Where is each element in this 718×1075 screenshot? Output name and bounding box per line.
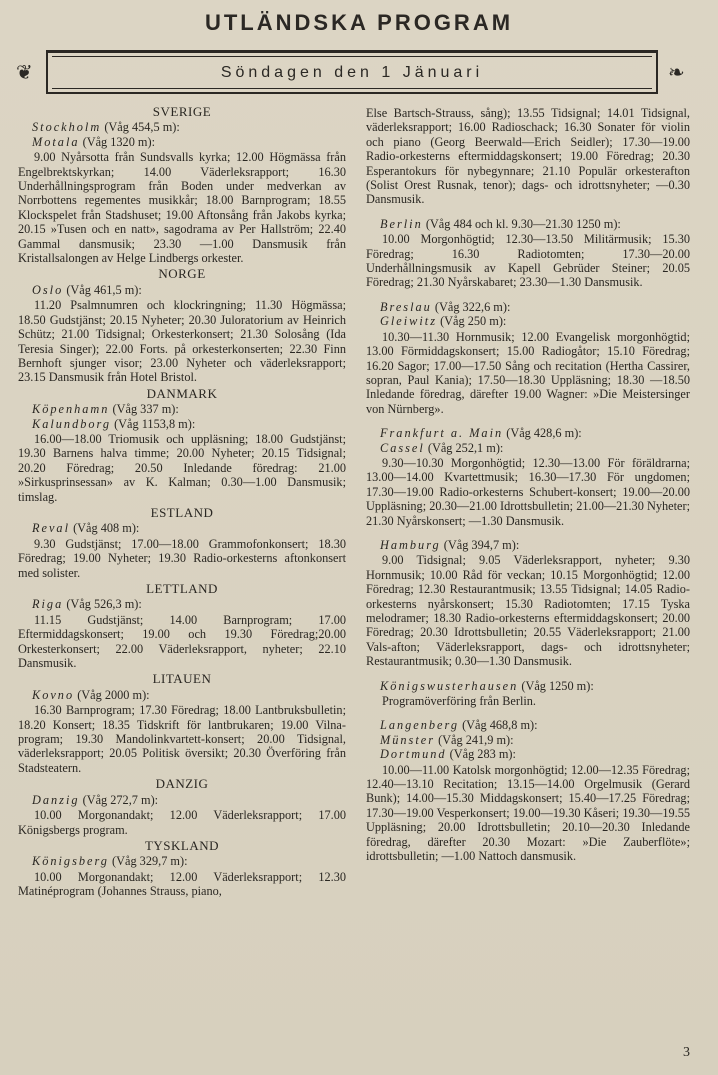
station-name: Stockholm	[32, 120, 102, 135]
station-wave: (Våg 322,6 m):	[434, 299, 511, 314]
station-name: Dortmund	[380, 747, 447, 762]
program-text: 9.30—10.30 Morgonhögtid; 12.30—13.00 För föräldrarna; 13.00—14.00 Kvartettmusik; 16.30—17.30 För ungdomen; 17.30—19.00 Radio-orkesterns Schubert-konsert; 19.00—20.00 Uppläsning; 20.30—21.00 Idrottsbulletin; 21.00—21.30 Nyheter; 21.30 Nyårskonsert; —1.30 Dansmusik.	[366, 455, 690, 528]
right-column	[366, 106, 690, 864]
left-column	[18, 103, 346, 899]
station-line	[366, 679, 690, 693]
station-wave: (Våg 484 och kl. 9.30—21.30 1250 m):	[425, 216, 621, 231]
station-name: Königswusterhausen	[380, 678, 519, 693]
station-wave: (Våg 454,5 m):	[104, 120, 180, 135]
station-line	[18, 402, 346, 416]
station-wave: (Våg 329,7 m):	[112, 854, 188, 869]
program-text: 9.00 Nyårsotta från Sundsvalls kyrka; 12.00 Högmässa från Engelbrektskyrkan; 14.00 Väderleksrapport; 16.30 Underhållningsprogram från Boden under medverkan av Norrbottens regementes musikkår; 18.00 Barnprogram; 18.55 Klockspelet från Stadshuset; 19.00 Aftonsång från Jakobs kyrka; 20.15 »Tusen och en natt», sagodrama av Per Hallström; 22.40 Gammal dansmusik; 23.30 —1.00 Dansmusik från Kristallsalongen av Helge Lindbergs orkester.	[18, 150, 346, 266]
country-heading-norge: NORGE	[158, 266, 206, 282]
program-continuation: Else Bartsch-Strauss, sång); 13.55 Tidsignal; 14.01 Tidsignal, väderleksrapport; 16.00 Radioschack; 16.30 Sonater för violin och piano (Georg Beerwald—Erich Seidler); 17.30—19.00 Radio-orkesterns eftermiddagskonsert; 19.00 Föredrag; 20.30 Esperantokurs för nybegynnare; 21.10 Populär orkesterafton (Solist Orest Rusnak, tenor); dags- och idrottsnyheter; —0.30 Dansmusik.	[366, 106, 690, 207]
station-line	[18, 135, 346, 149]
program-text: 10.00 Morgonhögtid; 12.30—13.50 Militärmusik; 15.30 Föredrag; 16.30 Radiotomten; 17.30—20.00 Underhållningsmusik av Kapell Gebrüder Steiner; 20.05 Föredrag; 21.30 Nyårskabaret; 23.30—1.30 Dansmusik.	[366, 232, 690, 290]
program-text: 16.00—18.00 Triomusik och uppläsning; 18.00 Gudstjänst; 19.30 Barnens halva timme; 20.00 Nyheter; 20.15 Tidsignal; 20.20 Föredrag; 20.50 Inledande föredrag: 21.00 »Sirkusprinsessan» av K. Kalman; 0.30—1.00 Dansmusik; timslag.	[18, 431, 346, 504]
station-wave: (Våg 1153,8 m):	[114, 416, 196, 431]
date-banner-text: Söndagen den 1 Jänuari	[52, 56, 652, 89]
ornament-right-icon: ❧	[668, 62, 685, 84]
station-wave: (Våg 272,7 m):	[82, 792, 159, 807]
station-name: Danzig	[32, 792, 80, 807]
station-name: Berlin	[380, 216, 423, 231]
page-title: UTLÄNDSKA PROGRAM	[204, 10, 514, 35]
station-line	[18, 597, 346, 611]
station-name: Frankfurt a. Main	[380, 426, 504, 441]
station-line	[366, 426, 690, 440]
station-wave: (Våg 250 m):	[440, 314, 507, 329]
page-number: 3	[683, 1045, 690, 1060]
station-name: Langenberg	[380, 718, 459, 733]
station-wave: (Våg 241,9 m):	[438, 732, 514, 747]
program-text: 11.20 Psalmnumren och klockringning; 11.30 Högmässa; 18.50 Gudstjänst; 20.15 Nyheter; 20.30 Juloratorium av Heinrich Schütz; 21.00 Tidsignal; Orkesterkonsert; 21.30 Solosång (Ida Teresia Singer); 22.00 Forts. på orkesterkonserten; 22.30 Finn Bernhoft sjunger visor; 23.00 Nyheter och väderleksrapport; 23.15 Dansmusik från Hotel Bristol.	[18, 298, 346, 385]
station-name: Reval	[32, 521, 70, 536]
station-wave: (Våg 394,7 m):	[443, 537, 520, 552]
station-line	[18, 793, 346, 807]
station-wave: (Våg 2000 m):	[77, 687, 150, 702]
country-heading-lettland: LETTLAND	[146, 581, 218, 596]
station-name: Münster	[380, 732, 435, 747]
country-heading-danmark: DANMARK	[146, 385, 218, 401]
station-line	[366, 300, 690, 314]
station-name: Königsberg	[32, 854, 109, 869]
program-text: 10.30—11.30 Hornmusik; 12.00 Evangelisk morgonhögtid; 13.00 Förmiddagskonsert; 15.00 Radiogåtor; 15.10 Föredrag; 16.20 Sagor; 17.00—17.50 Sång och recitation (Hertha Cassirer, sopran, Paul Kania); 17.50—18.30 Uppläsning; 18.30 —18.50 Inledande föredrag, därefter 19.00 Wagner: »Die Meistersinger von Nürnberg».	[366, 329, 690, 416]
station-line	[18, 688, 346, 702]
station-name: Oslo	[32, 282, 64, 297]
station-name: Kalundborg	[32, 416, 111, 431]
station-line	[366, 718, 690, 732]
station-wave: (Våg 1320 m):	[82, 134, 156, 149]
station-name: Motala	[32, 134, 80, 149]
station-wave: (Våg 252,1 m):	[427, 440, 504, 455]
station-line	[366, 538, 690, 552]
station-line	[366, 441, 690, 455]
station-line	[366, 747, 690, 761]
station-name: Gleiwitz	[380, 314, 437, 329]
country-heading-tyskland: TYSKLAND	[144, 837, 220, 853]
country-heading-danzig: DANZIG	[155, 776, 209, 792]
station-line	[18, 417, 346, 431]
station-line	[366, 314, 690, 328]
station-line	[18, 283, 346, 297]
station-name: Kovno	[32, 687, 75, 702]
station-line	[18, 120, 346, 134]
program-text: 10.00 Morgonandakt; 12.00 Väderleksrapport; 17.00 Königsbergs program.	[18, 808, 346, 837]
station-wave: (Våg 408 m):	[73, 521, 140, 536]
country-heading-litauen: LITAUEN	[152, 671, 212, 687]
station-wave: (Våg 283 m):	[449, 747, 516, 762]
program-text: 10.00—11.00 Katolsk morgonhögtid; 12.00—12.35 Föredrag; 12.40—13.10 Recitation; 13.15—14.00 Orgelmusik (Gerard Bunk); 14.00—15.30 Middagskonsert; 15.40—17.25 Föredrag; 17.30—19.00 Vesperkonsert; 19.00—19.30 Kåseri; 19.30—19.55 Uppläsning; 20.00 Idrottsbulletin; 20.10—20.30 Inledande föredrag, därefter 20.30 Mozart: »Die Zauberflöte»; idrottsbulletin; —1.00 Nattoch dansmusik.	[366, 762, 690, 864]
station-line	[366, 217, 690, 231]
station-line	[18, 521, 346, 535]
station-wave: (Våg 428,6 m):	[506, 426, 582, 441]
station-name: Cassel	[380, 440, 425, 455]
program-text: Programöverföring från Berlin.	[382, 694, 537, 709]
program-text: 11.15 Gudstjänst; 14.00 Barnprogram; 17.00 Eftermiddagskonsert; 19.00 och 19.30 Föredrag;20.00 Orkesterkonsert; 22.00 Väderleksrapport, nyheter; 22.10 Dansmusik.	[18, 612, 346, 671]
station-name: Köpenhamn	[32, 402, 110, 417]
station-line	[18, 854, 346, 868]
program-text: 10.00 Morgonandakt; 12.00 Väderleksrapport; 12.30 Matinéprogram (Johannes Strauss, piano,	[18, 869, 346, 899]
station-wave: (Våg 337 m):	[112, 402, 179, 417]
station-wave: (Våg 526,3 m):	[66, 597, 142, 612]
date-banner	[46, 50, 658, 94]
program-text: 16.30 Barnprogram; 17.30 Föredrag; 18.00 Lantbruksbulletin; 18.20 Konsert; 18.35 Tidskrift för lantbrukaren; 19.00 Vilna-program; 19.30 Mandolinkvartett-konsert; 20.00 Tidsignal, väderleksrapport; 20.05 Politisk översikt; 20.30 Överföring från Stadsteatern.	[18, 703, 346, 775]
country-heading-sverige: SVERIGE	[152, 104, 212, 119]
station-wave: (Våg 468,8 m):	[462, 718, 538, 733]
program-text: 9.30 Gudstjänst; 17.00—18.00 Grammofonkonsert; 18.30 Föredrag; 19.00 Nyheter; 19.30 Radio-orkesterns aftonkonsert med solister.	[18, 536, 346, 580]
station-wave: (Våg 461,5 m):	[66, 282, 142, 297]
country-heading-estland: ESTLAND	[150, 504, 214, 520]
ornament-left-icon: ❦	[16, 62, 33, 84]
station-name: Breslau	[380, 299, 432, 314]
station-name: Hamburg	[380, 537, 441, 552]
station-wave: (Våg 1250 m):	[521, 678, 594, 693]
program-text: 9.00 Tidsignal; 9.05 Väderleksrapport, nyheter; 9.30 Hornmusik; 10.00 Råd för veckan; 10.15 Morgonhögtid; 12.00 Föredrag; 12.30 Restaurantmusik; 13.55 Tidsignal; 14.05 Radio-orkesterns nyårskonsert; 15.30 Radiotomten; 17.15 Tyska melodramer; 18.30 Radio-orkesterns eftermiddagskonsert; 20.00 Föredrag; 20.30 Idrottsbulletin; 20.55 Väderleksrapport; 21.00 Vals-afton; Väderleksrapport, dags- och idrottsnyheter; Restaurantmusik; 0.30—1.30 Dansmusik.	[366, 553, 690, 669]
station-line	[366, 733, 690, 747]
station-name: Riga	[32, 597, 64, 612]
